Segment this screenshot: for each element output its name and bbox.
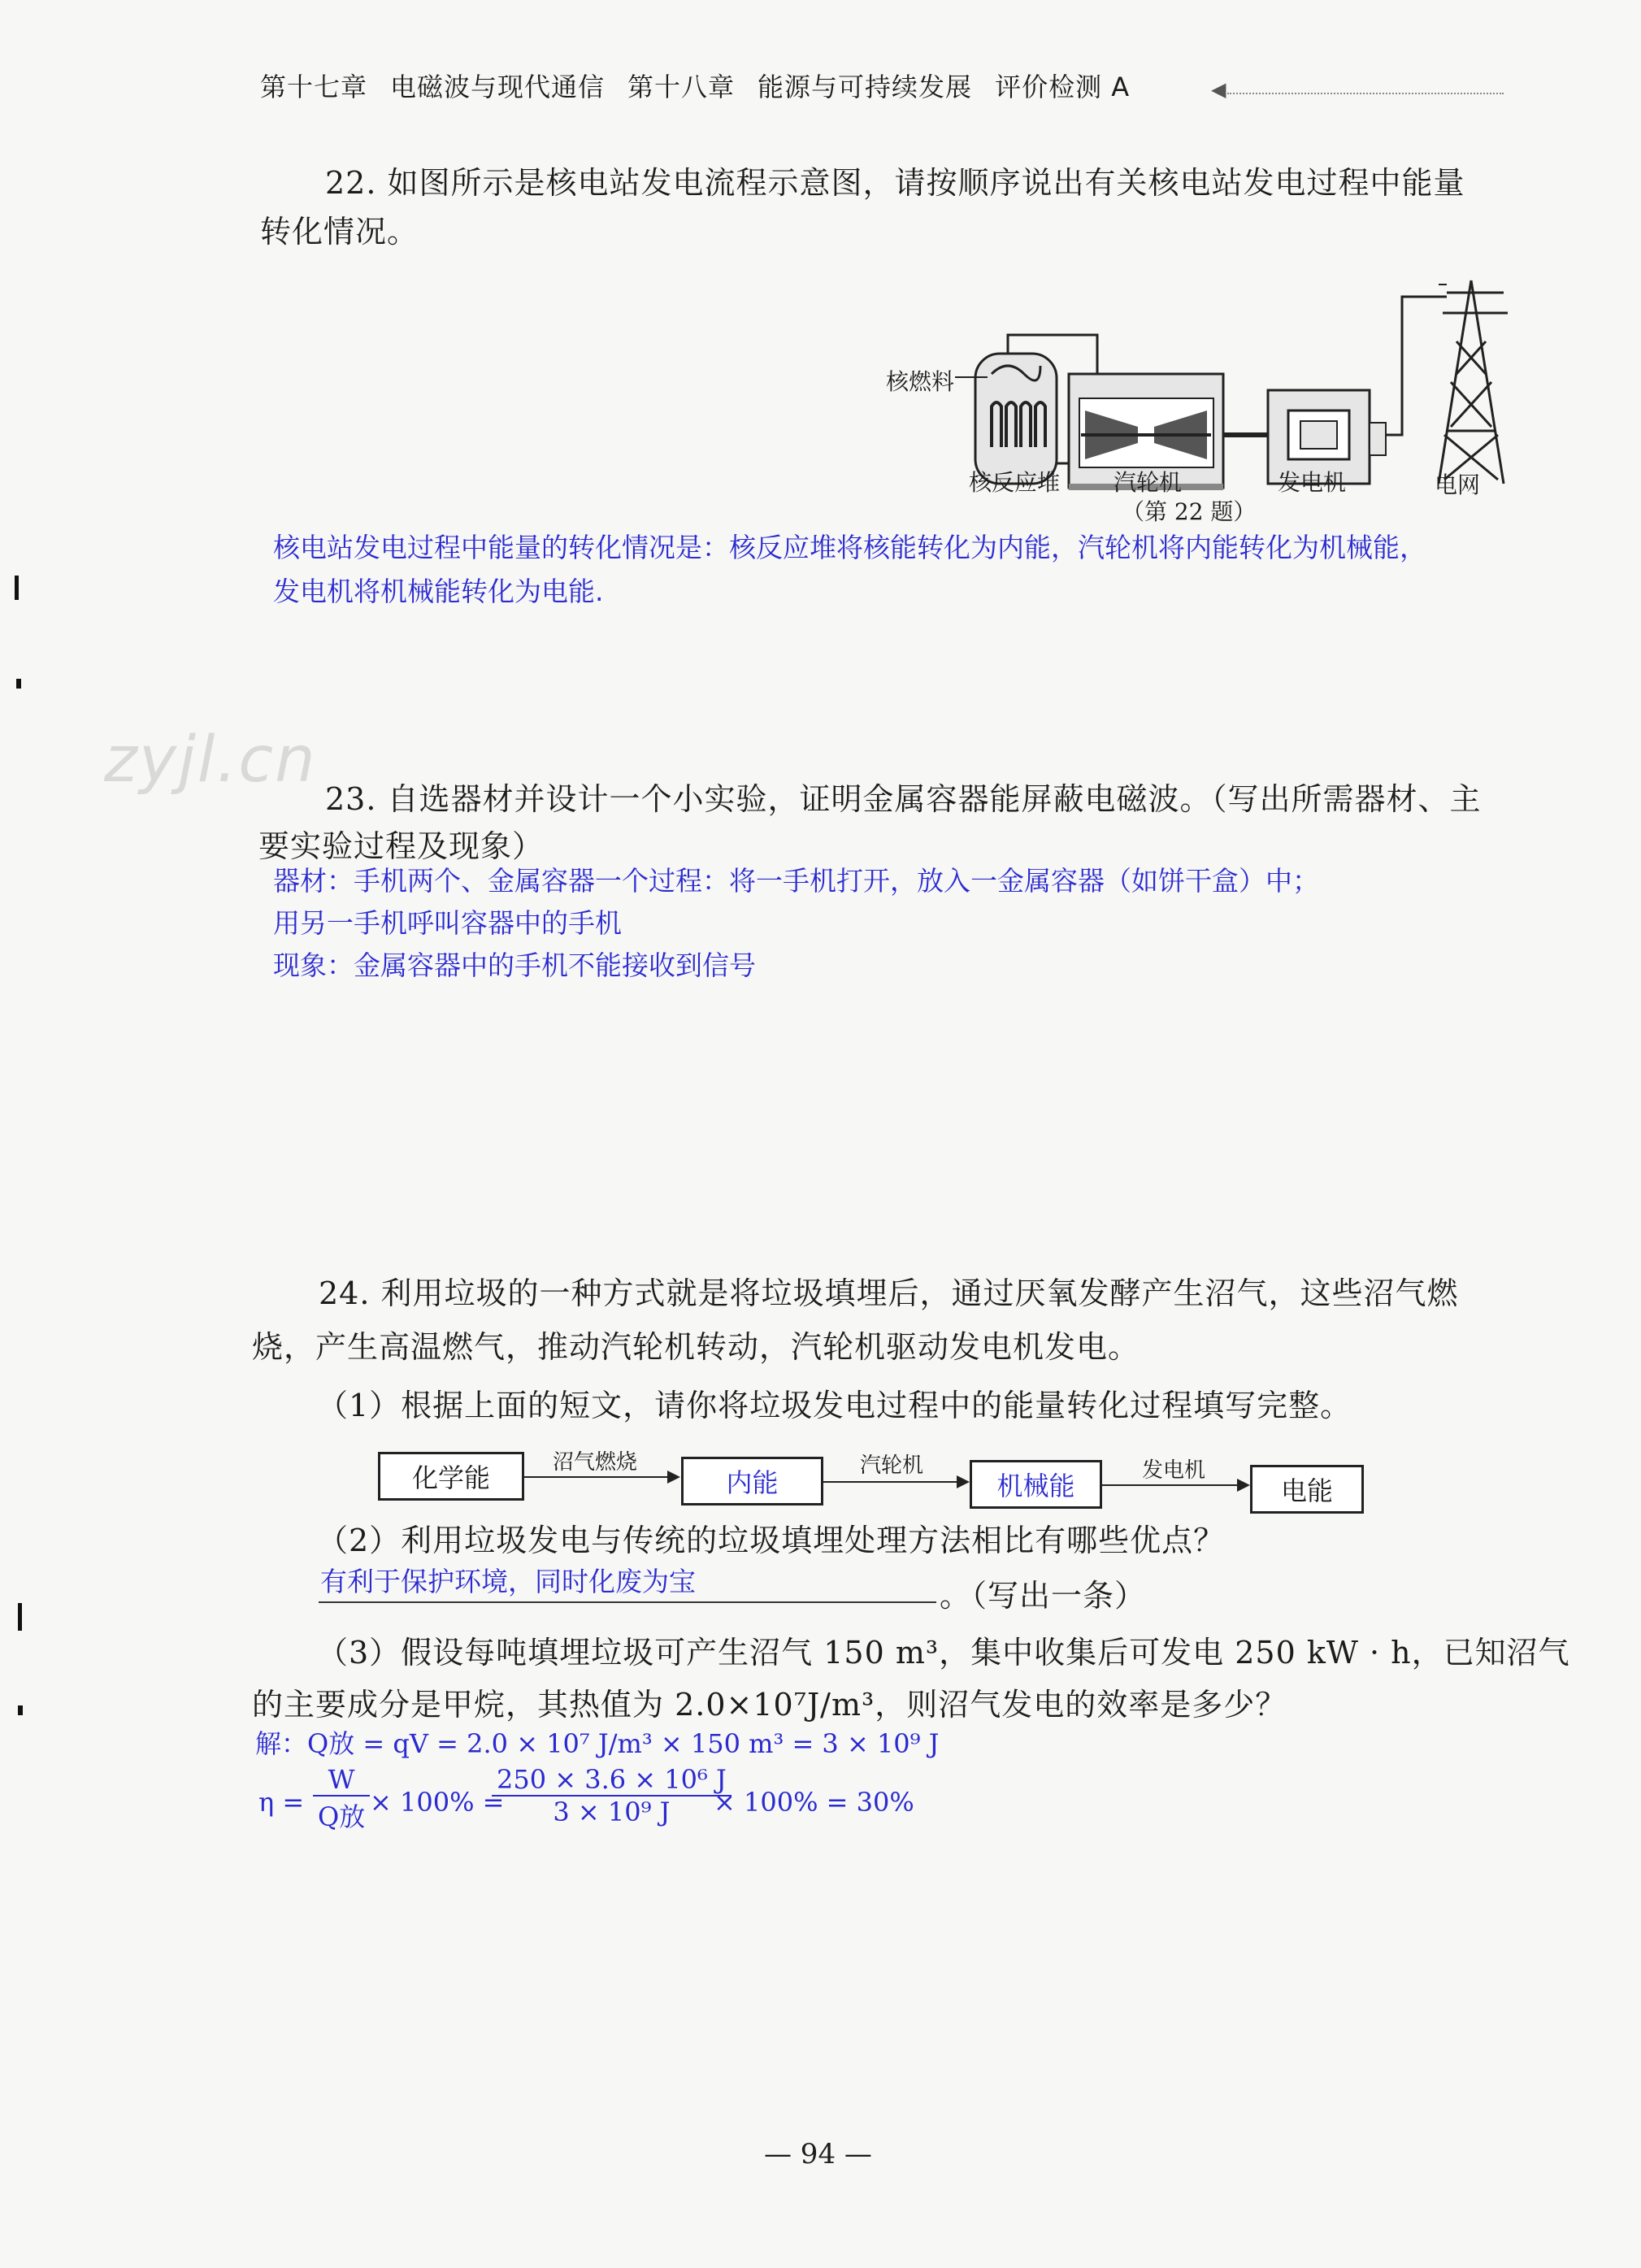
fraction-values-numerator: 250 × 3.6 × 10⁶ J — [497, 1764, 727, 1795]
flow-arrow-2 — [823, 1481, 968, 1483]
fraction-w-over-q — [313, 1764, 370, 1834]
solution-result: × 100% = 30% — [714, 1787, 914, 1818]
figure-caption: （第 22 题） — [1122, 498, 1257, 525]
flow-box-mechanical: 机械能 — [970, 1460, 1102, 1509]
q22-answer-line2: 发电机将机械能转化为电能. — [273, 576, 604, 607]
q22-line1: 22. 如图所示是核电站发电流程示意图，请按顺序说出有关核电站发电过程中能量 — [325, 165, 1465, 201]
scan-mark — [18, 1705, 23, 1715]
power-tower-icon — [1439, 280, 1508, 484]
header-section: 评价检测 A — [995, 72, 1131, 102]
page-number: — 94 — — [764, 2138, 872, 2170]
header-dotted-rule — [1227, 93, 1504, 94]
q23-line1: 23. 自选器材并设计一个小实验，证明金属容器能屏蔽电磁波。（写出所需器材、主 — [325, 781, 1482, 817]
flow-arrow-3 — [1102, 1484, 1248, 1486]
fraction-denominator: Q放 — [318, 1801, 366, 1832]
flow-box-internal: 内能 — [681, 1457, 823, 1505]
flow-arrow-1 — [524, 1476, 679, 1478]
q22-line2: 转化情况。 — [260, 214, 419, 250]
flow-label-turbine: 汽轮机 — [860, 1453, 924, 1478]
label-grid: 电网 — [1435, 471, 1481, 498]
page-header — [260, 67, 1153, 104]
q24-line1: 24. 利用垃圾的一种方式就是将垃圾填埋后，通过厌氧发酵产生沼气，这些沼气燃 — [319, 1275, 1459, 1311]
solution-line1: 解：Q放 = qV = 2.0 × 10⁷ J/m³ × 150 m³ = 3 × 10⁹ J — [255, 1728, 940, 1759]
label-generator: 发电机 — [1278, 469, 1347, 496]
q24-part1: （1）根据上面的短文，请你将垃圾发电过程中的能量转化过程填写完整。 — [317, 1388, 1352, 1423]
header-chapter18: 第十八章 — [627, 72, 736, 102]
header-arrow-icon: ◀ — [1211, 78, 1226, 101]
q24-part3-line1: （3）假设每吨填埋垃圾可产生沼气 150 m³，集中收集后可发电 250 kW · h，已知沼气 — [317, 1635, 1570, 1671]
q23-answer-line2: 用另一手机呼叫容器中的手机 — [273, 907, 622, 939]
q23-answer-line1: 器材：手机两个、金属容器一个过程：将一手机打开，放入一金属容器（如饼干盒）中； — [273, 865, 1319, 897]
fraction-numerator: W — [328, 1764, 355, 1795]
header-chapter18-title: 能源与可持续发展 — [758, 72, 973, 102]
flow-label-generator: 发电机 — [1142, 1458, 1206, 1483]
q24-part2-answer: 有利于保护环境，同时化废为宝 — [320, 1566, 696, 1597]
solution-mid: × 100% = — [370, 1787, 505, 1818]
q23-line2: 要实验过程及现象） — [258, 828, 545, 864]
label-turbine: 汽轮机 — [1114, 469, 1183, 496]
flow-box-chemical: 化学能 — [378, 1452, 524, 1501]
reactor-icon — [975, 341, 1057, 484]
scan-mark — [16, 679, 21, 689]
scan-mark — [15, 576, 19, 600]
label-reactor: 核反应堆 — [969, 469, 1061, 496]
scan-mark — [18, 1603, 22, 1631]
fraction-values-denominator: 3 × 10⁹ J — [553, 1797, 671, 1827]
header-chapter17: 第十七章 — [260, 72, 368, 102]
label-nuclear-fuel: 核燃料 — [886, 368, 955, 395]
q24-part2-answer-blank — [319, 1561, 936, 1603]
q24-part2-suffix: 。（写出一条） — [940, 1578, 1147, 1614]
q24-part2: （2）利用垃圾发电与传统的垃圾填埋处理方法相比有哪些优点？ — [317, 1523, 1226, 1558]
fraction-values — [492, 1764, 732, 1827]
fuel-pointer-line — [955, 376, 988, 378]
flow-label-biogas: 沼气燃烧 — [553, 1450, 638, 1475]
q24-part3-line2: 的主要成分是甲烷，其热值为 2.0×10⁷J/m³，则沼气发电的效率是多少？ — [252, 1687, 1287, 1723]
q23-answer-line3: 现象：金属容器中的手机不能接收到信号 — [273, 949, 756, 981]
flow-box-electric: 电能 — [1250, 1465, 1364, 1514]
q22-answer-line1: 核电站发电过程中能量的转化情况是：核反应堆将核能转化为内能，汽轮机将内能转化为机械能， — [273, 532, 1426, 563]
header-chapter17-title: 电磁波与现代通信 — [390, 72, 606, 102]
solution-eta: η = — [258, 1787, 305, 1818]
q24-line2: 烧，产生高温燃气，推动汽轮机转动，汽轮机驱动发电机发电。 — [252, 1329, 1140, 1365]
nuclear-plant-diagram — [878, 276, 1512, 537]
watermark: zyjl.cn — [104, 723, 317, 797]
